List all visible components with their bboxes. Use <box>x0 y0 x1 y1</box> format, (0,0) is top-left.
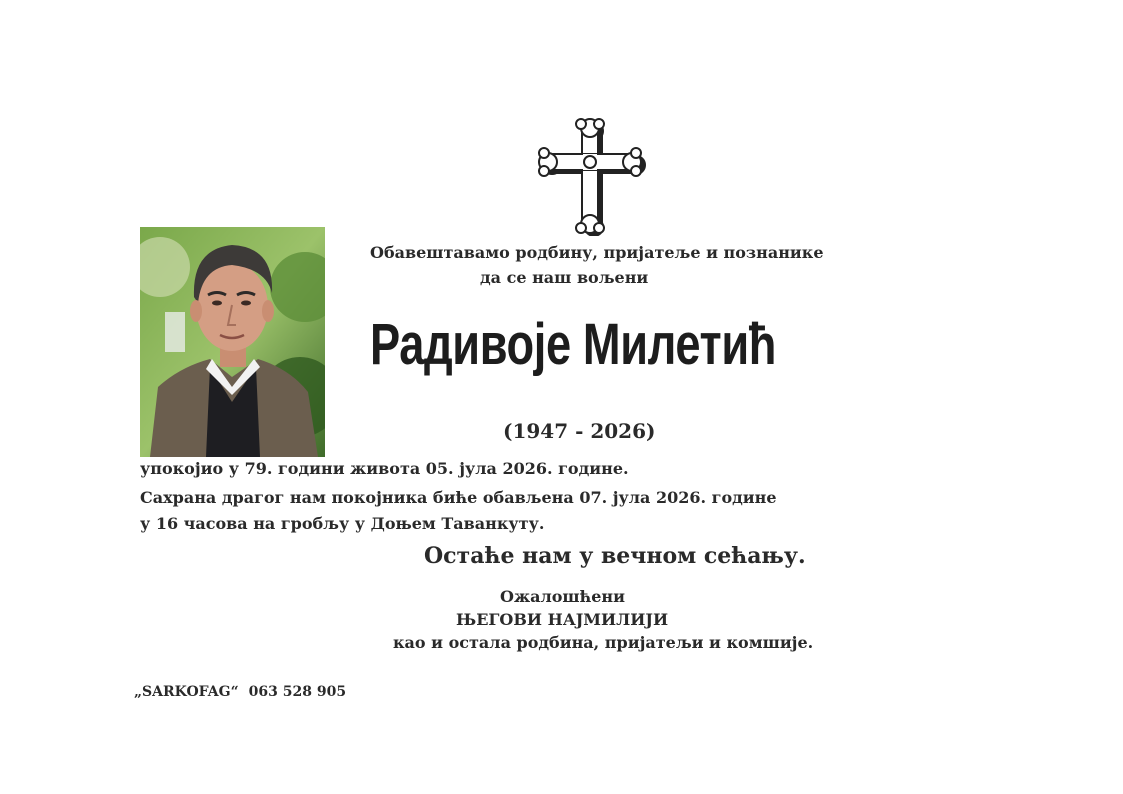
company-phone: 063 528 905 <box>248 684 347 700</box>
company-name: „SARKOFAG“ <box>134 684 239 700</box>
family-line: ЊЕГОВИ НАЈМИЛИЈИ <box>456 610 669 629</box>
intro-line-1: Обавештавамо родбину, пријатеље и познанике <box>370 243 824 262</box>
life-years: (1947 - 2026) <box>503 419 656 443</box>
others-line: као и остала родбина, пријатељи и комшије. <box>393 633 814 652</box>
mourning-label: Ожалошћени <box>500 587 625 606</box>
intro-line-2: да се наш вољени <box>480 268 649 287</box>
remembrance-line: Остаће нам у вечном сећању. <box>424 543 806 569</box>
funeral-line-2: у 16 часова на гробљу у Доњем Таванкуту. <box>140 514 545 533</box>
deceased-name: Радивоје Милетић <box>370 312 776 377</box>
cross-icon <box>536 116 648 240</box>
funeral-line-1: Сахрана драгог нам покојника биће обављена 07. јула 2026. године <box>140 488 777 507</box>
portrait-photo <box>140 227 325 457</box>
footer <box>134 684 356 700</box>
death-date-line: упокојио у 79. години живота 05. јула 2026. године. <box>140 459 629 478</box>
